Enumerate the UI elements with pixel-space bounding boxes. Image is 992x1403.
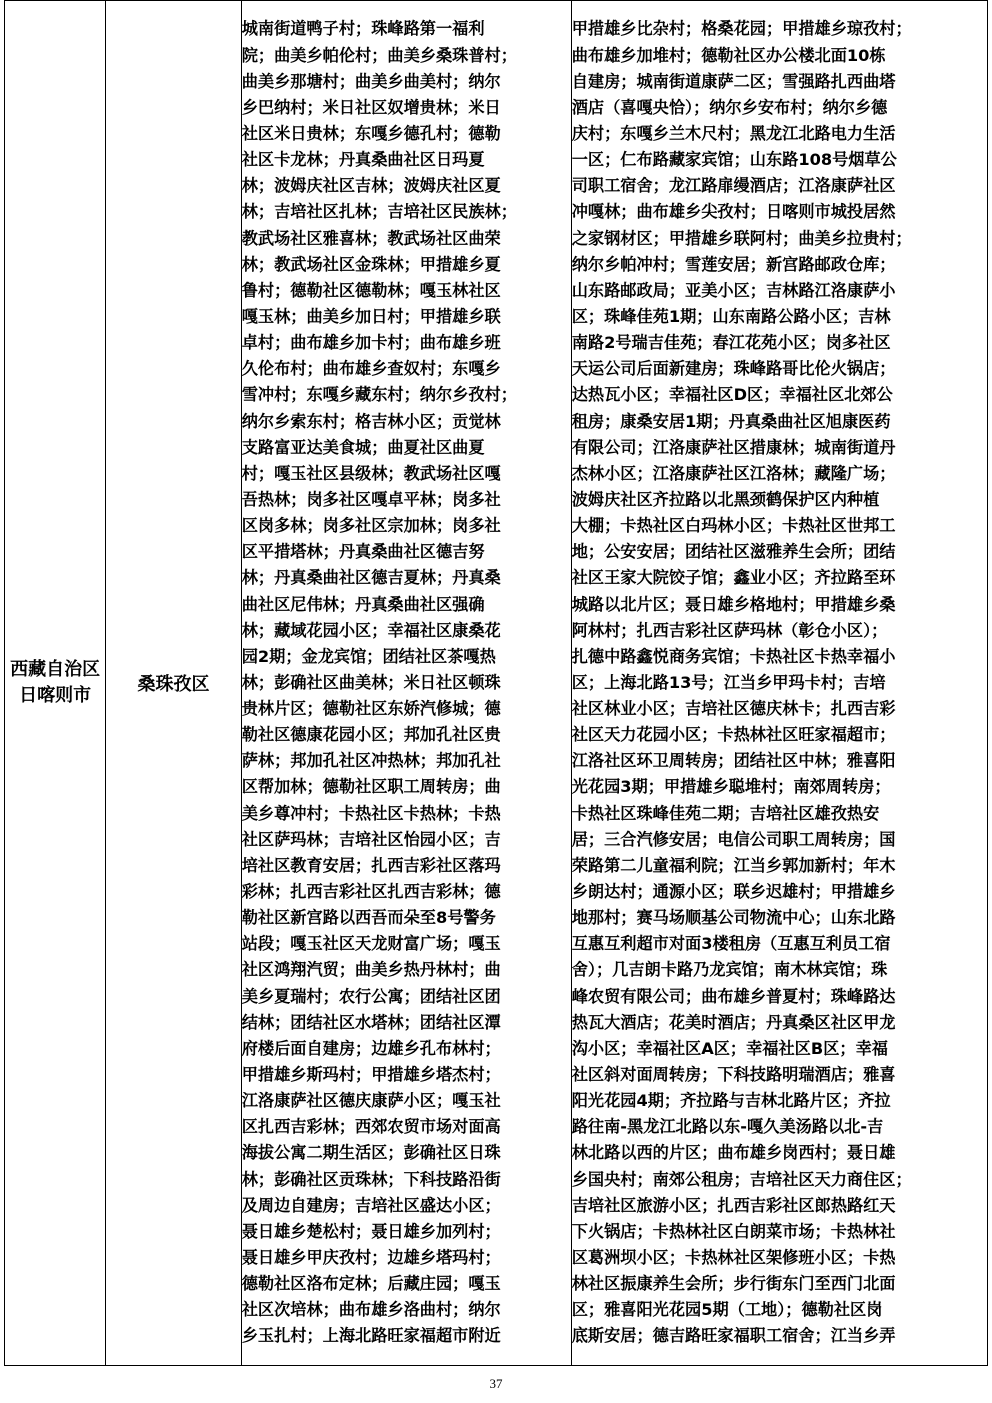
text-line: 结林；团结社区水塔林；团结社区潭 — [241, 1012, 501, 1032]
text-line: 园2期；金龙宾馆；团结社区茶嘎热 — [241, 646, 496, 666]
text-line: 勒社区德康花园小区；邦加孔社区贵 — [241, 725, 501, 745]
text-line: 社区王家大院饺子馆；鑫业小区；齐拉路至环 — [571, 568, 896, 588]
text-line: 贵林片区；德勒社区东娇汽修城；德 — [241, 699, 501, 719]
text-line: 乡玉扎村；上海北路旺家福超市附近 — [241, 1326, 501, 1346]
text-line: 林北路以西的片区；曲布雄乡岗西村；聂日雄 — [571, 1143, 896, 1163]
text-line: 司职工宿舍；龙江路扉缦酒店；江洛康萨社区 — [571, 176, 896, 196]
text-line: 林；彭确社区贡珠林；下科技路沿街 — [241, 1169, 501, 1189]
text-line: 林社区振康养生会所；步行街东门至西门北面 — [571, 1274, 896, 1294]
text-line: 社区米日贵林；东嘎乡德孔村；德勒 — [241, 123, 501, 143]
text-line: 嘎玉林；曲美乡加日村；甲措雄乡联 — [241, 306, 501, 326]
text-line: 林；丹真桑曲社区德吉夏林；丹真桑 — [241, 568, 501, 588]
text-line: 热瓦大酒店；花美时酒店；丹真桑区社区甲龙 — [571, 1012, 896, 1032]
text-line: 美乡夏瑞村；农行公寓；团结社区团 — [241, 986, 501, 1006]
text-line: 酒店（喜嘎央恰）；纳尔乡安布村；纳尔乡德 — [571, 97, 888, 117]
text-line: 路往南-黑龙江北路以东-嘎久美汤路以北-吉 — [571, 1117, 884, 1137]
table-row — [5, 1, 988, 1366]
text-line: 吾热林；岗多社区嘎卓平林；岗多社 — [241, 489, 501, 509]
text-line: 聂日雄乡甲庆孜村；边雄乡塔玛村； — [241, 1248, 501, 1268]
text-line: 荣路第二儿童福利院；江当乡郭加新村；年木 — [571, 855, 896, 875]
text-line: 天运公司后面新建房；珠峰路哥比伦火锅店； — [571, 359, 896, 379]
text-line: 沟小区；幸福社区A区；幸福社区B区；幸福 — [571, 1038, 888, 1058]
text-line: 之家钢材区；甲措雄乡联阿村；曲美乡拉贵村； — [571, 228, 912, 248]
text-line: 租房；康桑安居1期；丹真桑曲社区旭康医药 — [571, 411, 891, 431]
text-line: 吉培社区旅游小区；扎西吉彩社区郎热路红天 — [571, 1195, 896, 1215]
text-line: 林；教武场社区金珠林；甲措雄乡夏 — [241, 254, 501, 274]
locations-right-text — [572, 16, 987, 1349]
text-line: 纳尔乡索东村；格吉林小区；贡觉林 — [241, 411, 501, 431]
text-line: 德勒社区洛布定林；后藏庄园；嘎玉 — [241, 1274, 501, 1294]
district-label: 桑珠孜区 — [137, 674, 210, 695]
text-line: 波姆庆社区齐拉路以北黑颈鹤保护区内种植 — [571, 489, 880, 509]
text-line: 居；三合汽修安居；电信公司职工周转房；国 — [571, 829, 896, 849]
text-line: 彩林；扎西吉彩社区扎西吉彩林；德 — [241, 882, 501, 902]
text-line: 下火锅店；卡热林社区白朗菜市场；卡热林社 — [571, 1221, 896, 1241]
locations-right-cell — [571, 1, 987, 1366]
text-line: 区平措塔林；丹真桑曲社区德吉努 — [241, 542, 485, 562]
text-line: 地那村；赛马场顺基公司物流中心；山东北路 — [571, 908, 896, 928]
text-line: 林；彭确社区曲美林；米日社区顿珠 — [241, 672, 501, 692]
text-line: 江洛社区环卫周转房；团结社区中林；雅喜阳 — [571, 751, 896, 771]
text-line: 甲措雄乡比杂村；格桑花园；甲措雄乡琼孜村； — [571, 19, 912, 39]
text-line: 社区次培林；曲布雄乡洛曲村；纳尔 — [241, 1300, 501, 1320]
text-line: 冲嘎林；曲布雄乡尖孜村；日喀则市城投居然 — [571, 202, 896, 222]
text-line: 雪冲村；东嘎乡藏东村；纳尔乡孜村； — [241, 385, 517, 405]
text-line: 站段；嘎玉社区天龙财富广场；嘎玉 — [241, 934, 501, 954]
text-line: 林；吉培社区扎林；吉培社区民族林； — [241, 202, 517, 222]
text-line: 区扎西吉彩林；西郊农贸市场对面高 — [241, 1117, 501, 1137]
text-line: 林；波姆庆社区吉林；波姆庆社区夏 — [241, 176, 501, 196]
text-line: 萨林；邦加孔社区冲热林；邦加孔社 — [241, 751, 501, 771]
text-line: 鲁村；德勒社区德勒林；嘎玉林社区 — [241, 280, 501, 300]
text-line: 社区斜对面周转房；下科技路明瑞酒店；雅喜 — [571, 1065, 896, 1085]
text-line: 纳尔乡帕冲村；雪莲安居；新宫路邮政仓库； — [571, 254, 896, 274]
text-line: 村；嘎玉社区县级林；教武场社区嘎 — [241, 463, 501, 483]
text-line: 卓村；曲布雄乡加卡村；曲布雄乡班 — [241, 333, 501, 353]
text-line: 卡热社区珠峰佳苑二期；吉培社区雄孜热安 — [571, 803, 880, 823]
text-line: 阿林村；扎西吉彩社区萨玛林（彰仓小区）； — [571, 620, 888, 640]
text-line: 社区卡龙林；丹真桑曲社区日玛夏 — [241, 150, 485, 170]
text-line: 区；雅喜阳光花园5期（工地）；德勒社区岗 — [571, 1300, 883, 1320]
region-cell — [5, 1, 106, 1366]
text-line: 甲措雄乡斯玛村；甲措雄乡塔杰村； — [241, 1065, 501, 1085]
text-line: 林；藏域花园小区；幸福社区康桑花 — [241, 620, 501, 640]
text-line: 院；曲美乡帕伦村；曲美乡桑珠普村； — [241, 45, 517, 65]
text-line: 达热瓦小区；幸福社区D区；幸福社区北郊公 — [571, 385, 893, 405]
district-cell — [106, 1, 241, 1366]
text-line: 有限公司；江洛康萨社区措康林；城南街道丹 — [571, 437, 896, 457]
text-line: 区岗多林；岗多社区宗加林；岗多社 — [241, 516, 501, 536]
text-line: 互惠互利超市对面3楼租房（互惠互利员工宿 — [571, 934, 891, 954]
locations-left-cell — [241, 1, 571, 1366]
text-line: 区帮加林；德勒社区职工周转房；曲 — [241, 777, 501, 797]
text-line: 南路2号瑞吉佳苑；春江花苑小区；岗多社区 — [571, 333, 891, 353]
text-line: 自建房；城南街道康萨二区；雪强路扎西曲塔 — [571, 71, 896, 91]
text-line: 江洛康萨社区德庆康萨小区；嘎玉社 — [241, 1091, 501, 1111]
text-line: 峰农贸有限公司；曲布雄乡普夏村；珠峰路达 — [571, 986, 896, 1006]
text-line: 舍）；几吉朗卡路乃龙宾馆；南木林宾馆；珠 — [571, 960, 888, 980]
text-line: 城路以北片区；聂日雄乡格地村；甲措雄乡桑 — [571, 594, 896, 614]
text-line: 支路富亚达美食城；曲夏社区曲夏 — [241, 437, 485, 457]
text-line: 培社区教育安居；扎西吉彩社区落玛 — [241, 855, 501, 875]
text-line: 曲美乡那塘村；曲美乡曲美村；纳尔 — [241, 71, 501, 91]
page-number: 37 — [489, 1376, 503, 1391]
text-line: 城南街道鸭子村；珠峰路第一福利 — [241, 19, 485, 39]
text-line: 光花园3期；甲措雄乡聪堆村；南郊周转房； — [571, 777, 891, 797]
text-line: 扎德中路鑫悦商务宾馆；卡热社区卡热幸福小 — [571, 646, 896, 666]
text-line: 山东路邮政局；亚美小区；吉林路江洛康萨小 — [571, 280, 896, 300]
text-line: 美乡尊冲村；卡热社区卡热林；卡热 — [241, 803, 501, 823]
data-table — [4, 0, 988, 1366]
text-line: 社区林业小区；吉培社区德庆林卡；扎西吉彩 — [571, 699, 896, 719]
text-line: 社区鸿翔汽贸；曲美乡热丹林村；曲 — [241, 960, 501, 980]
text-line: 杰林小区；江洛康萨社区江洛林；藏隆广场； — [571, 463, 896, 483]
text-line: 勒社区新宫路以西吾而朵至8号警务 — [241, 908, 496, 928]
text-line: 曲社区尼伟林；丹真桑曲社区强确 — [241, 594, 485, 614]
text-line: 阳光花园4期；齐拉路与吉林北路片区；齐拉 — [571, 1091, 891, 1111]
text-line: 海拔公寓二期生活区；彭确社区日珠 — [241, 1143, 501, 1163]
locations-left-text — [242, 16, 571, 1349]
text-line: 曲布雄乡加堆村；德勒社区办公楼北面10栋 — [571, 45, 886, 65]
text-line: 社区萨玛林；吉培社区怡园小区；吉 — [241, 829, 501, 849]
text-line: 社区天力花园小区；卡热林社区旺家福超市； — [571, 725, 896, 745]
text-line: 区；珠峰佳苑1期；山东南路公路小区；吉林 — [571, 306, 891, 326]
text-line: 府楼后面自建房；边雄乡孔布林村； — [241, 1038, 501, 1058]
region-label: 西藏自治区日喀则市 — [10, 659, 101, 706]
text-line: 乡国央村；南郊公租房；吉培社区天力商住区； — [571, 1169, 912, 1189]
text-line: 久伦布村；曲布雄乡查奴村；东嘎乡 — [241, 359, 501, 379]
text-line: 地；公安安居；团结社区滋雅养生会所；团结 — [571, 542, 896, 562]
text-line: 教武场社区雅喜林；教武场社区曲荣 — [241, 228, 501, 248]
text-line: 乡朗达村；通源小区；联乡迟雄村；甲措雄乡 — [571, 882, 896, 902]
text-line: 大棚；卡热社区白玛林小区；卡热社区世邦工 — [571, 516, 896, 536]
text-line: 区；上海北路13号；江当乡甲玛卡村；吉培 — [571, 672, 886, 692]
text-line: 乡巴纳村；米日社区奴增贵林；米日 — [241, 97, 501, 117]
text-line: 聂日雄乡楚松村；聂日雄乡加列村； — [241, 1221, 501, 1241]
text-line: 底斯安居；德吉路旺家福职工宿舍；江当乡弄 — [571, 1326, 896, 1346]
text-line: 区葛洲坝小区；卡热林社区架修班小区；卡热 — [571, 1248, 896, 1268]
text-line: 庆村；东嘎乡兰木尺村；黑龙江北路电力生活 — [571, 123, 896, 143]
text-line: 一区；仁布路藏家宾馆；山东路108号烟草公 — [571, 150, 897, 170]
text-line: 及周边自建房；吉培社区盛达小区； — [241, 1195, 501, 1215]
